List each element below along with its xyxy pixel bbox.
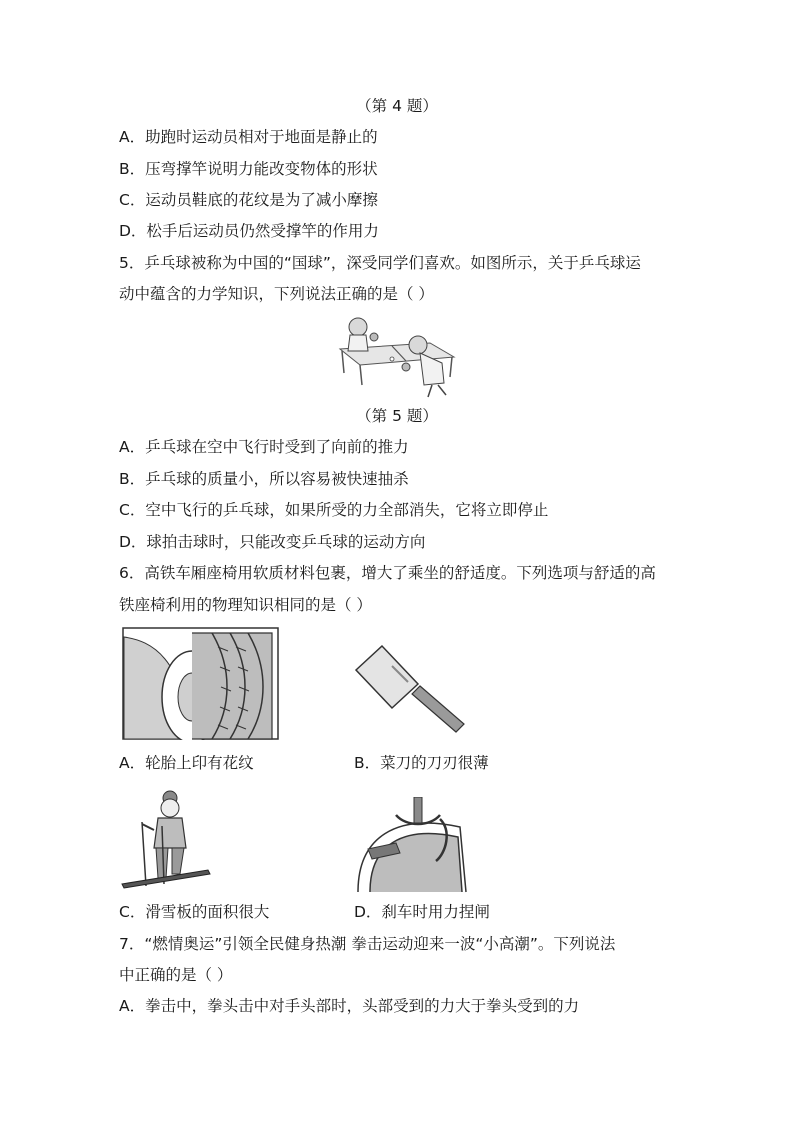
q4-option-d: D．松手后运动员仍然受撑竿的作用力 [119,222,379,240]
q6-option-c: C．滑雪板的面积很大 [119,903,270,921]
q6-stem-line2: 铁座椅利用的物理知识相同的是（ ） [119,596,372,614]
q5-stem-line1: 5．乒乓球被称为中国的“国球”，深受同学们喜欢。如图所示，关于乒乓球运 [119,254,641,272]
q4-option-a: A．助跑时运动员相对于地面是静止的 [119,128,378,146]
q5-option-a: A．乒乓球在空中飞行时受到了向前的推力 [119,438,409,456]
q6-stem-line1: 6．高铁车厢座椅用软质材料包裹，增大了乘坐的舒适度。下列选项与舒适的高 [119,564,656,582]
q5-option-b: B．乒乓球的质量小，所以容易被快速抽杀 [119,470,409,488]
cleaver-icon [352,644,467,734]
q6-option-a: A．轮胎上印有花纹 [119,754,254,772]
q5-option-d: D．球拍击球时，只能改变乒乓球的运动方向 [119,533,426,551]
q7-stem-line2: 中正确的是（ ） [119,966,233,984]
q5-stem-line2: 动中蕴含的力学知识，下列说法正确的是（ ） [119,285,434,303]
q6-option-b: B．菜刀的刀刃很薄 [354,754,489,772]
q7-option-a: A．拳击中，拳头击中对手头部时，头部受到的力大于拳头受到的力 [119,997,580,1015]
skier-icon [120,786,212,892]
q4-option-b: B．压弯撑竿说明力能改变物体的形状 [119,160,378,178]
q5-option-c: C．空中飞行的乒乓球，如果所受的力全部消失，它将立即停止 [119,501,549,519]
bicycle-brake-icon [356,797,470,893]
q7-stem-line1: 7．“燃情奥运”引领全民健身热潮 拳击运动迎来一波“小高潮”。下列说法 [119,935,616,953]
q5-figure-caption: （第 5 题） [356,407,438,425]
q6-option-d: D．刹车时用力捏闸 [354,903,490,921]
ping-pong-players-illustration [332,313,462,399]
tire-tread-icon [122,627,279,740]
q4-figure-caption: （第 4 题） [356,97,438,115]
q4-option-c: C．运动员鞋底的花纹是为了减小摩擦 [119,191,378,209]
